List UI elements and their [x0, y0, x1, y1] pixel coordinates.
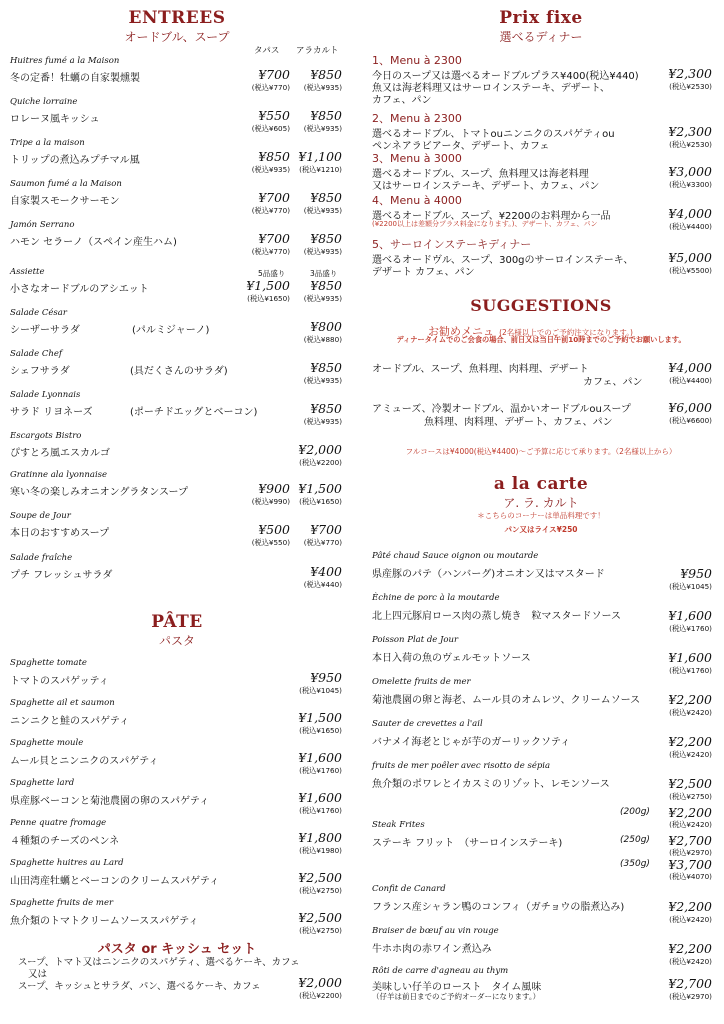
steak-tax: (税込¥4070) — [669, 872, 712, 881]
alacarte-price: ¥400 — [310, 564, 342, 579]
menu-item-jp: ぴすとろ風エスカルゴ — [10, 448, 110, 459]
alacarte-price: ¥850 — [310, 401, 342, 416]
pasta-item-jp: ムール貝とニンニクのスパゲティ — [10, 756, 159, 767]
prix-menu-title: 1、Menu à 2300 — [372, 54, 462, 67]
menu-item-jp: ロレーヌ風キッシュ — [10, 114, 100, 125]
pasta-item-jp: ４種類のチーズのペンネ — [10, 836, 120, 847]
pasta-price: ¥2,500 — [298, 910, 342, 925]
prix-menu-line: カフェ、パン — [372, 95, 432, 106]
tapas-tax: (税込¥990) — [251, 497, 290, 506]
carte-price: ¥2,200 — [668, 899, 712, 914]
suggestion-tax: (税込¥6600) — [669, 416, 712, 425]
tapas-tax: (税込¥605) — [251, 124, 290, 133]
alacarte-tax: (税込¥2200) — [299, 458, 342, 467]
pasta-set-line2: スープ、キッシュとサラダ、パン、選べるケーキ、カフェ — [18, 981, 261, 992]
tapas-tax: (税込¥935) — [251, 165, 290, 174]
prix-tax: (税込¥5500) — [669, 266, 712, 275]
menu-item-jp: 小さなオードブルのアシエット — [10, 284, 149, 295]
pasta-price: ¥1,800 — [298, 830, 342, 845]
carte-item-fr: Rôti de carre d'agneau au thym — [372, 966, 509, 976]
menu-item-jp: シェフサラダ — [10, 366, 70, 377]
pasta-price: ¥2,500 — [298, 870, 342, 885]
prix-price: ¥2,300 — [668, 66, 712, 81]
alacarte-tax: (税込¥935) — [303, 247, 342, 256]
carte-item-fr: Èchine de porc à la moutarde — [372, 593, 500, 603]
carte-item-fr: Omelette fruits de mer — [372, 677, 471, 687]
carte-price: ¥1,600 — [668, 650, 712, 665]
pasta-price: ¥950 — [310, 670, 342, 685]
prix-title: Prix fixe — [499, 8, 583, 28]
pasta-set-line1: スープ、トマト又はニンニクのスパゲティ、選べるケーキ、カフェ — [18, 957, 300, 968]
steak-weight: (350g) — [620, 859, 650, 869]
pasta-tax: (税込¥1980) — [299, 846, 342, 855]
tapas-price: ¥700 — [258, 231, 290, 246]
prix-menu-line: 魚又は海老料理又はサーロインステーキ、デザート、 — [372, 83, 610, 94]
steak-tax: (税込¥2420) — [669, 820, 712, 829]
carte-item-jp: フランス産シャラン鴨のコンフィ（ガチョウの脂煮込み) — [372, 902, 625, 913]
pate-title: PÂTE — [151, 612, 203, 632]
prix-menu-line: ペンネアラビアータ、デザート、カフェ — [372, 141, 550, 152]
carte-item-fr: Steak Frites — [372, 820, 425, 830]
alacarte-tax: (税込¥880) — [303, 335, 342, 344]
prix-menu-title: 2、Menu à 2300 — [372, 112, 462, 125]
tapas-tax: (税込¥770) — [251, 83, 290, 92]
carte-tax: (税込¥2420) — [669, 957, 712, 966]
menu-item-fr: Salade fraîche — [10, 553, 73, 563]
pasta-set-or: 又は — [28, 969, 48, 980]
alacarte-price: ¥850 — [310, 231, 342, 246]
pasta-set-price: ¥2,000 — [298, 975, 342, 990]
prix-menu-line: 又はサーロインステーキ、デザート、カフェ、パン — [372, 181, 600, 192]
carte-item-fr: Pâté chaud Sauce oignon ou moutarde — [372, 551, 539, 561]
carte-title: a la carte — [493, 474, 589, 494]
alacarte-tax: (税込¥770) — [303, 538, 342, 547]
alacarte-price: ¥700 — [310, 522, 342, 537]
menu-item-fr: Huitres fumé a la Maison — [10, 56, 120, 66]
carte-item-jp: バナメイ海老とじゃが芋のガーリックソティ — [372, 737, 571, 748]
menu-item-jp: 寒い冬の楽しみオニオングラタンスープ — [10, 487, 188, 498]
entrees-title: ENTREES — [128, 8, 226, 28]
tapas-price: ¥550 — [258, 108, 290, 123]
prix-menu-line: 今日のスープ又は選べるオードブルプラス¥400(税込¥440) — [372, 71, 639, 82]
alacarte-tax: (税込¥935) — [303, 206, 342, 215]
carte-tax: (税込¥2420) — [669, 915, 712, 924]
tapas-price: ¥700 — [258, 67, 290, 82]
carte-item-fr: Confit de Canard — [372, 884, 446, 894]
menu-item-fr: Quiche lorraine — [10, 97, 78, 107]
carte-price: ¥2,200 — [668, 941, 712, 956]
prix-menu-line: 選べるオードブル、スープ、¥2200のお料理から一品 — [372, 211, 611, 222]
pasta-item-jp: 山田湾産牡蠣とベーコンのクリームスパゲティ — [10, 876, 220, 887]
menu-item-jp: 冬の定番！牡蠣の自家製燻製 — [10, 73, 140, 84]
prix-menu-line: 選べるオードヴル、スープ、300gのサーロインステーキ、 — [372, 255, 634, 266]
pasta-item-fr: Spaghette fruits de mer — [10, 898, 114, 908]
col-tapas: タパス — [254, 46, 280, 56]
alacarte-price: ¥850 — [310, 108, 342, 123]
alacarte-price: ¥800 — [310, 319, 342, 334]
prix-menu-line: 選べるオードブル、スープ、魚料理又は海老料理 — [372, 169, 589, 180]
prix-menu-line: デザート カフェ、パン — [372, 267, 475, 278]
pasta-item-jp: ニンニクと鮭のスパゲティ — [10, 716, 130, 727]
tapas-price: ¥500 — [258, 522, 290, 537]
menu-item-jp: サラド リヨネーズ — [10, 407, 93, 418]
menu-item-note: (具だくさんのサラダ) — [130, 366, 228, 377]
carte-tax: (税込¥2420) — [669, 750, 712, 759]
carte-price: ¥2,700 — [668, 976, 712, 991]
prix-menu-line: (¥2200以上は差額分プラス料金になります。)、デザート、カフェ、パン — [372, 220, 598, 228]
carte-tax: (税込¥2750) — [669, 792, 712, 801]
carte-item-jp: 牛ホホ肉の赤ワイン煮込み — [372, 944, 492, 955]
pasta-tax: (税込¥1045) — [299, 686, 342, 695]
carte-item-jp: 本日入荷の魚のヴェルモットソース — [372, 653, 531, 664]
suggestions-sub1: お勧めメニュ — [428, 325, 494, 338]
full-course-note: フルコースは¥4000(税込¥4400)～ご予算に応じて承ります。（2名様以上から） — [405, 447, 677, 456]
steak-weight: (200g) — [620, 807, 650, 817]
prix-tax: (税込¥2530) — [669, 82, 712, 91]
pate-subtitle: パスタ — [158, 634, 195, 648]
tapas-price: ¥900 — [258, 481, 290, 496]
steak-weight: (250g) — [620, 835, 650, 845]
pasta-tax: (税込¥1650) — [299, 726, 342, 735]
suggestion-price: ¥6,000 — [668, 400, 712, 415]
prix-price: ¥3,000 — [668, 164, 712, 179]
prix-menu-title: 3、Menu à 3000 — [372, 152, 462, 165]
prix-tax: (税込¥4400) — [669, 222, 712, 231]
suggestions-title: SUGGESTIONS — [470, 296, 612, 315]
prix-menu-line: 選べるオードブル、トマトouニンニクのスパゲティou — [372, 129, 615, 140]
pasta-set-tax: (税込¥2200) — [299, 991, 342, 1000]
alacarte-tax: (税込¥935) — [303, 124, 342, 133]
menu-item-jp: トリップの煮込みプチマル風 — [10, 155, 140, 166]
prix-subtitle: 選べるディナー — [499, 30, 583, 44]
carte-item-jp: 北上四元豚肩ロース肉の蒸し焼き 粒マスタードソース — [372, 611, 621, 622]
alacarte-tax: (税込¥935) — [303, 376, 342, 385]
pasta-tax: (税込¥1760) — [299, 806, 342, 815]
alacarte-price: ¥850 — [310, 190, 342, 205]
prix-tax: (税込¥3300) — [669, 180, 712, 189]
pasta-tax: (税込¥1760) — [299, 766, 342, 775]
carte-price: ¥2,200 — [668, 734, 712, 749]
alacarte-tax: (税込¥1650) — [299, 497, 342, 506]
carte-subtitle: ア. ラ. カルト — [503, 496, 579, 510]
pasta-item-fr: Spaghette lard — [10, 778, 75, 788]
entrees-subtitle: オードブル、スープ — [124, 30, 230, 44]
steak-tax: (税込¥2970) — [669, 848, 712, 857]
menu-item-note: (ポーチドエッグとベーコン) — [130, 407, 258, 418]
carte-note1: ＊こちらのコーナーは単品料理です！ — [477, 511, 605, 520]
carte-tax: (税込¥1760) — [669, 666, 712, 675]
alacarte-price: ¥850 — [310, 67, 342, 82]
suggestions-sub1-note: (2名様以上でのご予約注文になります。) — [499, 328, 633, 337]
alacarte-price: ¥850 — [310, 360, 342, 375]
carte-note2: パン又はライス¥250 — [504, 525, 578, 534]
pasta-price: ¥1,600 — [298, 750, 342, 765]
carte-price: ¥1,600 — [668, 608, 712, 623]
carte-price: ¥2,200 — [668, 692, 712, 707]
carte-item-jp: 美味しい仔羊のロースト タイム風味 — [372, 982, 542, 993]
alacarte-price: ¥850 — [310, 278, 342, 293]
tapas-price: ¥1,500 — [246, 278, 290, 293]
pasta-tax: (税込¥2750) — [299, 886, 342, 895]
pasta-item-fr: Spaghette huitres au Lard — [10, 858, 124, 868]
prix-menu-title: 5、サーロインステーキディナー — [372, 238, 532, 251]
menu-item-jp: シーザーサラダ — [10, 325, 80, 336]
suggestion-price: ¥4,000 — [668, 360, 712, 375]
prix-price: ¥4,000 — [668, 206, 712, 221]
pasta-item-jp: 県産豚ベーコンと菊池農園の卵のスパゲティ — [10, 796, 210, 807]
carte-tax: (税込¥1760) — [669, 624, 712, 633]
menu-item-fr: Salade César — [10, 308, 67, 318]
tapas-price: ¥850 — [258, 149, 290, 164]
carte-tax: (税込¥2420) — [669, 708, 712, 717]
carte-price: ¥2,500 — [668, 776, 712, 791]
carte-item-jp: 菊池農園の卵と海老、ムール貝のオムレツ、クリームソース — [372, 695, 641, 706]
menu-item-fr: Gratinne ala lyonnaise — [10, 470, 108, 480]
menu-item-fr: Tripe a la maison — [10, 138, 85, 148]
suggestion-line2: カフェ、パン — [583, 377, 643, 388]
alacarte-tax: (税込¥935) — [303, 83, 342, 92]
tapas-tax: (税込¥550) — [251, 538, 290, 547]
carte-price: ¥950 — [680, 566, 712, 581]
menu-item-jp: 自家製スモークサーモン — [10, 196, 120, 207]
menu-item-note: (パルミジャーノ) — [132, 325, 210, 336]
menu-item-jp: 本日のおすすめスープ — [10, 528, 110, 539]
alacarte-tax: (税込¥935) — [303, 417, 342, 426]
col-alacarte: アラカルト — [296, 46, 339, 56]
tapas-tax: (税込¥1650) — [247, 294, 290, 303]
menu-item-fr: Salade Chef — [10, 349, 63, 359]
steak-price: ¥2,700 — [668, 833, 712, 848]
alacarte-tax: (税込¥440) — [303, 580, 342, 589]
prix-tax: (税込¥2530) — [669, 140, 712, 149]
suggestion-line2: 魚料理、肉料理、デザート、カフェ、パン — [424, 417, 613, 428]
carte-item-jp: ステーキ フリット （サーロインステーキ) — [372, 838, 563, 849]
menu-item-fr: Salade Lyonnais — [10, 390, 81, 400]
tapas-tax: (税込¥770) — [251, 206, 290, 215]
pasta-item-jp: 魚介類のトマトクリームソーススパゲティ — [10, 916, 199, 927]
menu-item-fr: Jamón Serrano — [10, 220, 75, 230]
alacarte-price: ¥1,500 — [298, 481, 342, 496]
prix-price: ¥2,300 — [668, 124, 712, 139]
carte-item-fr: Braiser de bœuf au vin rouge — [372, 926, 499, 936]
carte-item-fr: Sauter de crevettes a l'ail — [372, 719, 483, 729]
carte-tax: (税込¥1045) — [669, 582, 712, 591]
menu-item-jp: プチ フレッシュサラダ — [10, 570, 113, 581]
carte-item-fr: fruits de mer poêler avec risotto de sépia — [372, 761, 551, 771]
pasta-set-title: パスタ or キッシュ セット — [97, 942, 257, 957]
menu-item-fr: Saumon fumé a la Maison — [10, 179, 122, 189]
menu-item-fr: Assiette — [10, 267, 45, 277]
carte-item-jp: 県産豚のパテ（ハンバーグ)オニオン又はマスタード — [372, 569, 605, 580]
pasta-item-fr: Spaghette ail et saumon — [10, 698, 115, 708]
pasta-item-jp: トマトのスパゲッティ — [10, 676, 109, 687]
alacarte-tax: (税込¥1210) — [299, 165, 342, 174]
tapas-tax: (税込¥770) — [251, 247, 290, 256]
pasta-item-fr: Spaghette moule — [10, 738, 84, 748]
prix-menu-title: 4、Menu à 4000 — [372, 194, 462, 207]
suggestion-line1: アミューズ、冷製オードブル、温かいオードブルouスープ — [372, 404, 631, 415]
menu-item-jp: ハモン セラーノ（スペイン産生ハム) — [10, 237, 177, 248]
alacarte-price: ¥1,100 — [298, 149, 342, 164]
alacarte-tax: (税込¥935) — [303, 294, 342, 303]
suggestion-line1: オードブル、スープ、魚料理、肉料理、デザート — [372, 364, 589, 375]
tapas-price: ¥700 — [258, 190, 290, 205]
steak-price: ¥3,700 — [668, 857, 712, 872]
alacarte-price: ¥2,000 — [298, 442, 342, 457]
suggestions-sub2: ディナータイムでのご会食の場合、前日又は当日午前10時までのご予約でお願いします。 — [396, 335, 686, 344]
assiette-h1: 5品盛り — [258, 269, 286, 278]
pasta-item-fr: Spaghette tomate — [10, 658, 87, 668]
pasta-price: ¥1,600 — [298, 790, 342, 805]
steak-price: ¥2,200 — [668, 805, 712, 820]
pasta-price: ¥1,500 — [298, 710, 342, 725]
carte-item-jp: 魚介類のポワレとイカスミのリゾット、レモンソース — [372, 779, 610, 790]
prix-price: ¥5,000 — [668, 250, 712, 265]
suggestion-tax: (税込¥4400) — [669, 376, 712, 385]
carte-item-note: （仔羊は前日までのご予約オーダーになります。） — [372, 992, 541, 1001]
carte-tax: (税込¥2970) — [669, 992, 712, 1001]
pasta-tax: (税込¥2750) — [299, 926, 342, 935]
assiette-h2: 3品盛り — [310, 269, 338, 278]
menu-item-fr: Soupe de Jour — [10, 511, 71, 521]
menu-item-fr: Escargots Bistro — [10, 431, 82, 441]
pasta-item-fr: Penne quatre fromage — [10, 818, 107, 828]
carte-item-fr: Poisson Plat de Jour — [372, 635, 459, 645]
